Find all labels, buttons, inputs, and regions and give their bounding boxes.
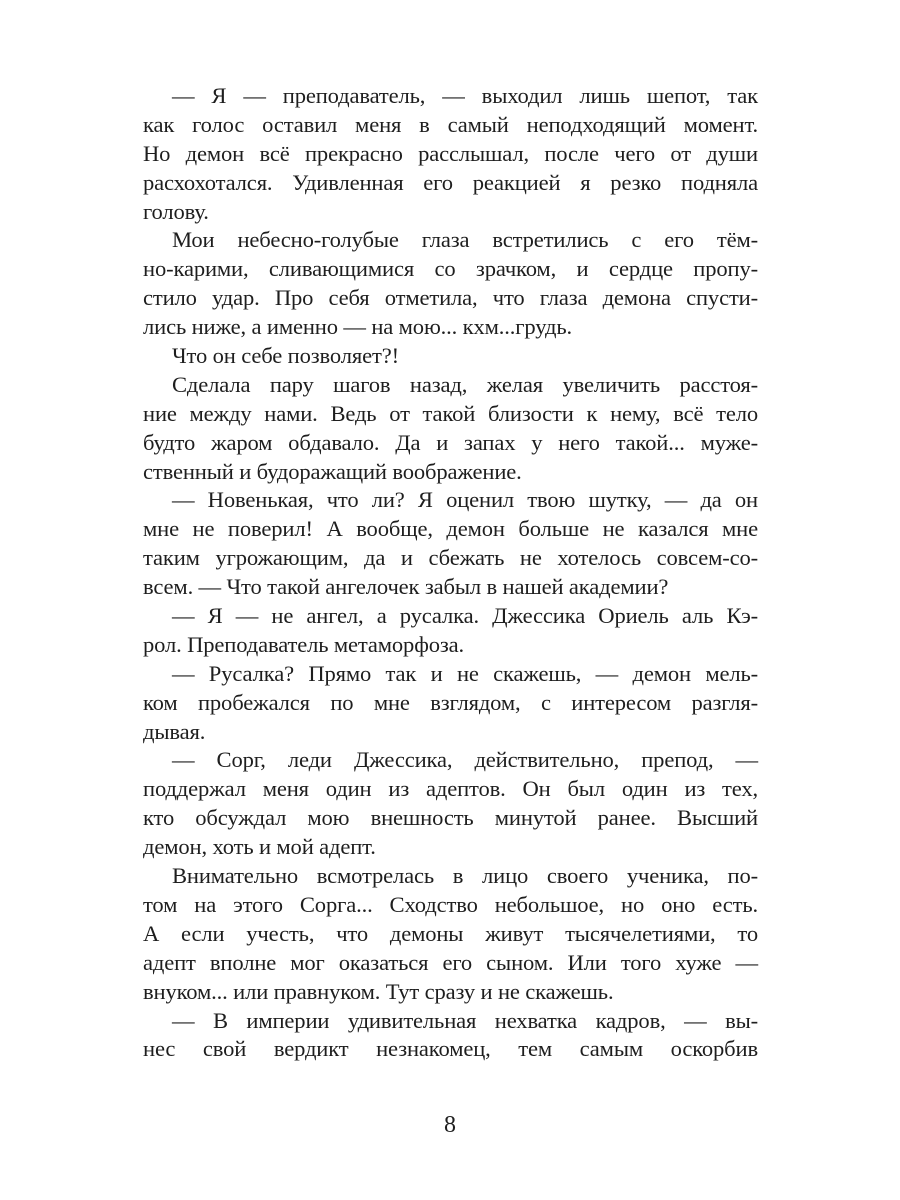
- text-line: ственный и будоражащий воображение.: [143, 458, 522, 484]
- text-line: лись ниже, а именно — на мою... кхм...грудь.: [143, 314, 572, 340]
- text-line: стило удар. Про себя отметила, что глаза демона спусти-: [143, 285, 758, 311]
- text-line: — Сорг, леди Джессика, действительно, препод, —: [172, 747, 758, 773]
- text-line: адепт вполне мог оказаться его сыном. Или того хуже —: [143, 949, 758, 975]
- text-line: как голос оставил меня в самый неподходящий момент.: [143, 111, 758, 137]
- text-line: нес свой вердикт незнакомец, тем самым оскорбив: [143, 1036, 758, 1062]
- text-line: Внимательно всмотрелась в лицо своего ученика, по-: [172, 863, 758, 889]
- text-line: том на этого Сорга... Сходство небольшое, но оно есть.: [143, 891, 758, 917]
- text-line: — Я — не ангел, а русалка. Джессика Ориель аль Кэ-: [172, 603, 758, 629]
- text-line: Сделала пару шагов назад, желая увеличить расстоя-: [172, 371, 758, 397]
- text-line: но-карими, сливающимися со зрачком, и сердце пропу-: [143, 256, 758, 282]
- text-line: ком пробежался по мне взглядом, с интересом разгля-: [143, 689, 758, 715]
- text-line: таким угрожающим, да и сбежать не хотелось совсем-со-: [143, 545, 758, 571]
- text-line: — Новенькая, что ли? Я оценил твою шутку, — да он: [172, 487, 758, 513]
- text-line: демон, хоть и мой адепт.: [143, 834, 376, 860]
- page-number: 8: [444, 1112, 456, 1138]
- text-line: внуком... или правнуком. Тут сразу и не скажешь.: [143, 978, 614, 1004]
- text-line: кто обсуждал мою внешность минутой ранее. Высший: [143, 805, 758, 831]
- text-line: мне не поверил! А вообще, демон больше не казался мне: [143, 516, 758, 542]
- text-line: всем. — Что такой ангелочек забыл в нашей академии?: [143, 574, 669, 600]
- text-line: Мои небесно-голубые глаза встретились с его тём-: [172, 227, 758, 253]
- book-page-body: [143, 82, 758, 1064]
- text-line: рол. Преподаватель метаморфоза.: [143, 631, 464, 657]
- text-line: дывая.: [143, 718, 206, 744]
- text-line: голову.: [143, 198, 209, 224]
- text-line: расхохотался. Удивленная его реакцией я резко подняла: [143, 169, 758, 195]
- text-line: Но демон всё прекрасно расслышал, после чего от души: [143, 140, 758, 166]
- text-line: — Русалка? Прямо так и не скажешь, — демон мель-: [172, 660, 758, 686]
- text-line: — Я — преподаватель, — выходил лишь шепот, так: [172, 83, 758, 108]
- text-line: Что он себе позволяет?!: [172, 343, 399, 369]
- text-line: будто жаром обдавало. Да и запах у него такой... муже-: [143, 429, 758, 455]
- text-line: ние между нами. Ведь от такой близости к нему, всё тело: [143, 400, 758, 426]
- text-line: поддержал меня один из адептов. Он был один из тех,: [143, 776, 758, 802]
- text-line: — В империи удивительная нехватка кадров, — вы-: [172, 1007, 758, 1033]
- text-line: А если учесть, что демоны живут тысячелетиями, то: [143, 920, 758, 946]
